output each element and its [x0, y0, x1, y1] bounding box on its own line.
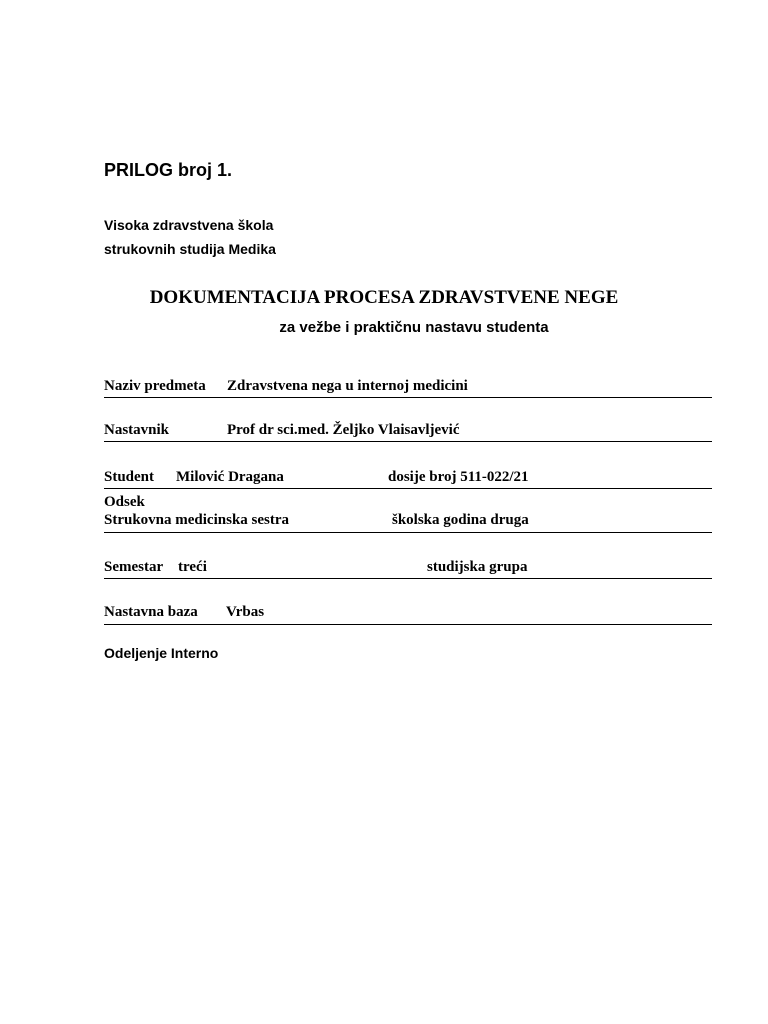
student-label: Student	[104, 469, 155, 485]
document-title: DOKUMENTACIJA PROCESA ZDRAVSTVENE NEGE	[149, 287, 619, 308]
student-underline	[104, 488, 712, 489]
teacher-label: Nastavnik	[104, 422, 170, 438]
study-group-label: studijska grupa	[427, 559, 528, 575]
teaching-base-label: Nastavna baza	[104, 604, 198, 620]
semester-value: treći	[178, 559, 207, 575]
subject-value: Zdravstvena nega u internoj medicini	[227, 378, 468, 394]
annex-heading: PRILOG broj 1.	[104, 160, 233, 180]
subject-label: Naziv predmeta	[104, 378, 206, 394]
semester-underline	[104, 578, 712, 579]
teaching-base-value: Vrbas	[226, 604, 265, 620]
student-value: Milović Dragana	[176, 469, 284, 485]
subject-underline	[104, 397, 712, 398]
document-subtitle: za vežbe i praktičnu nastavu studenta	[279, 319, 549, 336]
school-name-line-1: Visoka zdravstvena škola	[104, 217, 274, 233]
semester-label: Semestar	[104, 559, 164, 575]
school-name-line-2: strukovnih studija Medika	[104, 241, 276, 257]
school-year: školska godina druga	[392, 512, 529, 528]
department-label: Odsek	[104, 494, 145, 510]
department-value: Strukovna medicinska sestra	[104, 512, 290, 528]
file-number: dosije broj 511-022/21	[388, 469, 529, 485]
teacher-underline	[104, 441, 712, 442]
teaching-base-underline	[104, 624, 712, 625]
teacher-value: Prof dr sci.med. Željko Vlaisavljević	[227, 422, 460, 438]
ward: Odeljenje Interno	[104, 645, 219, 661]
department-underline	[104, 532, 712, 533]
